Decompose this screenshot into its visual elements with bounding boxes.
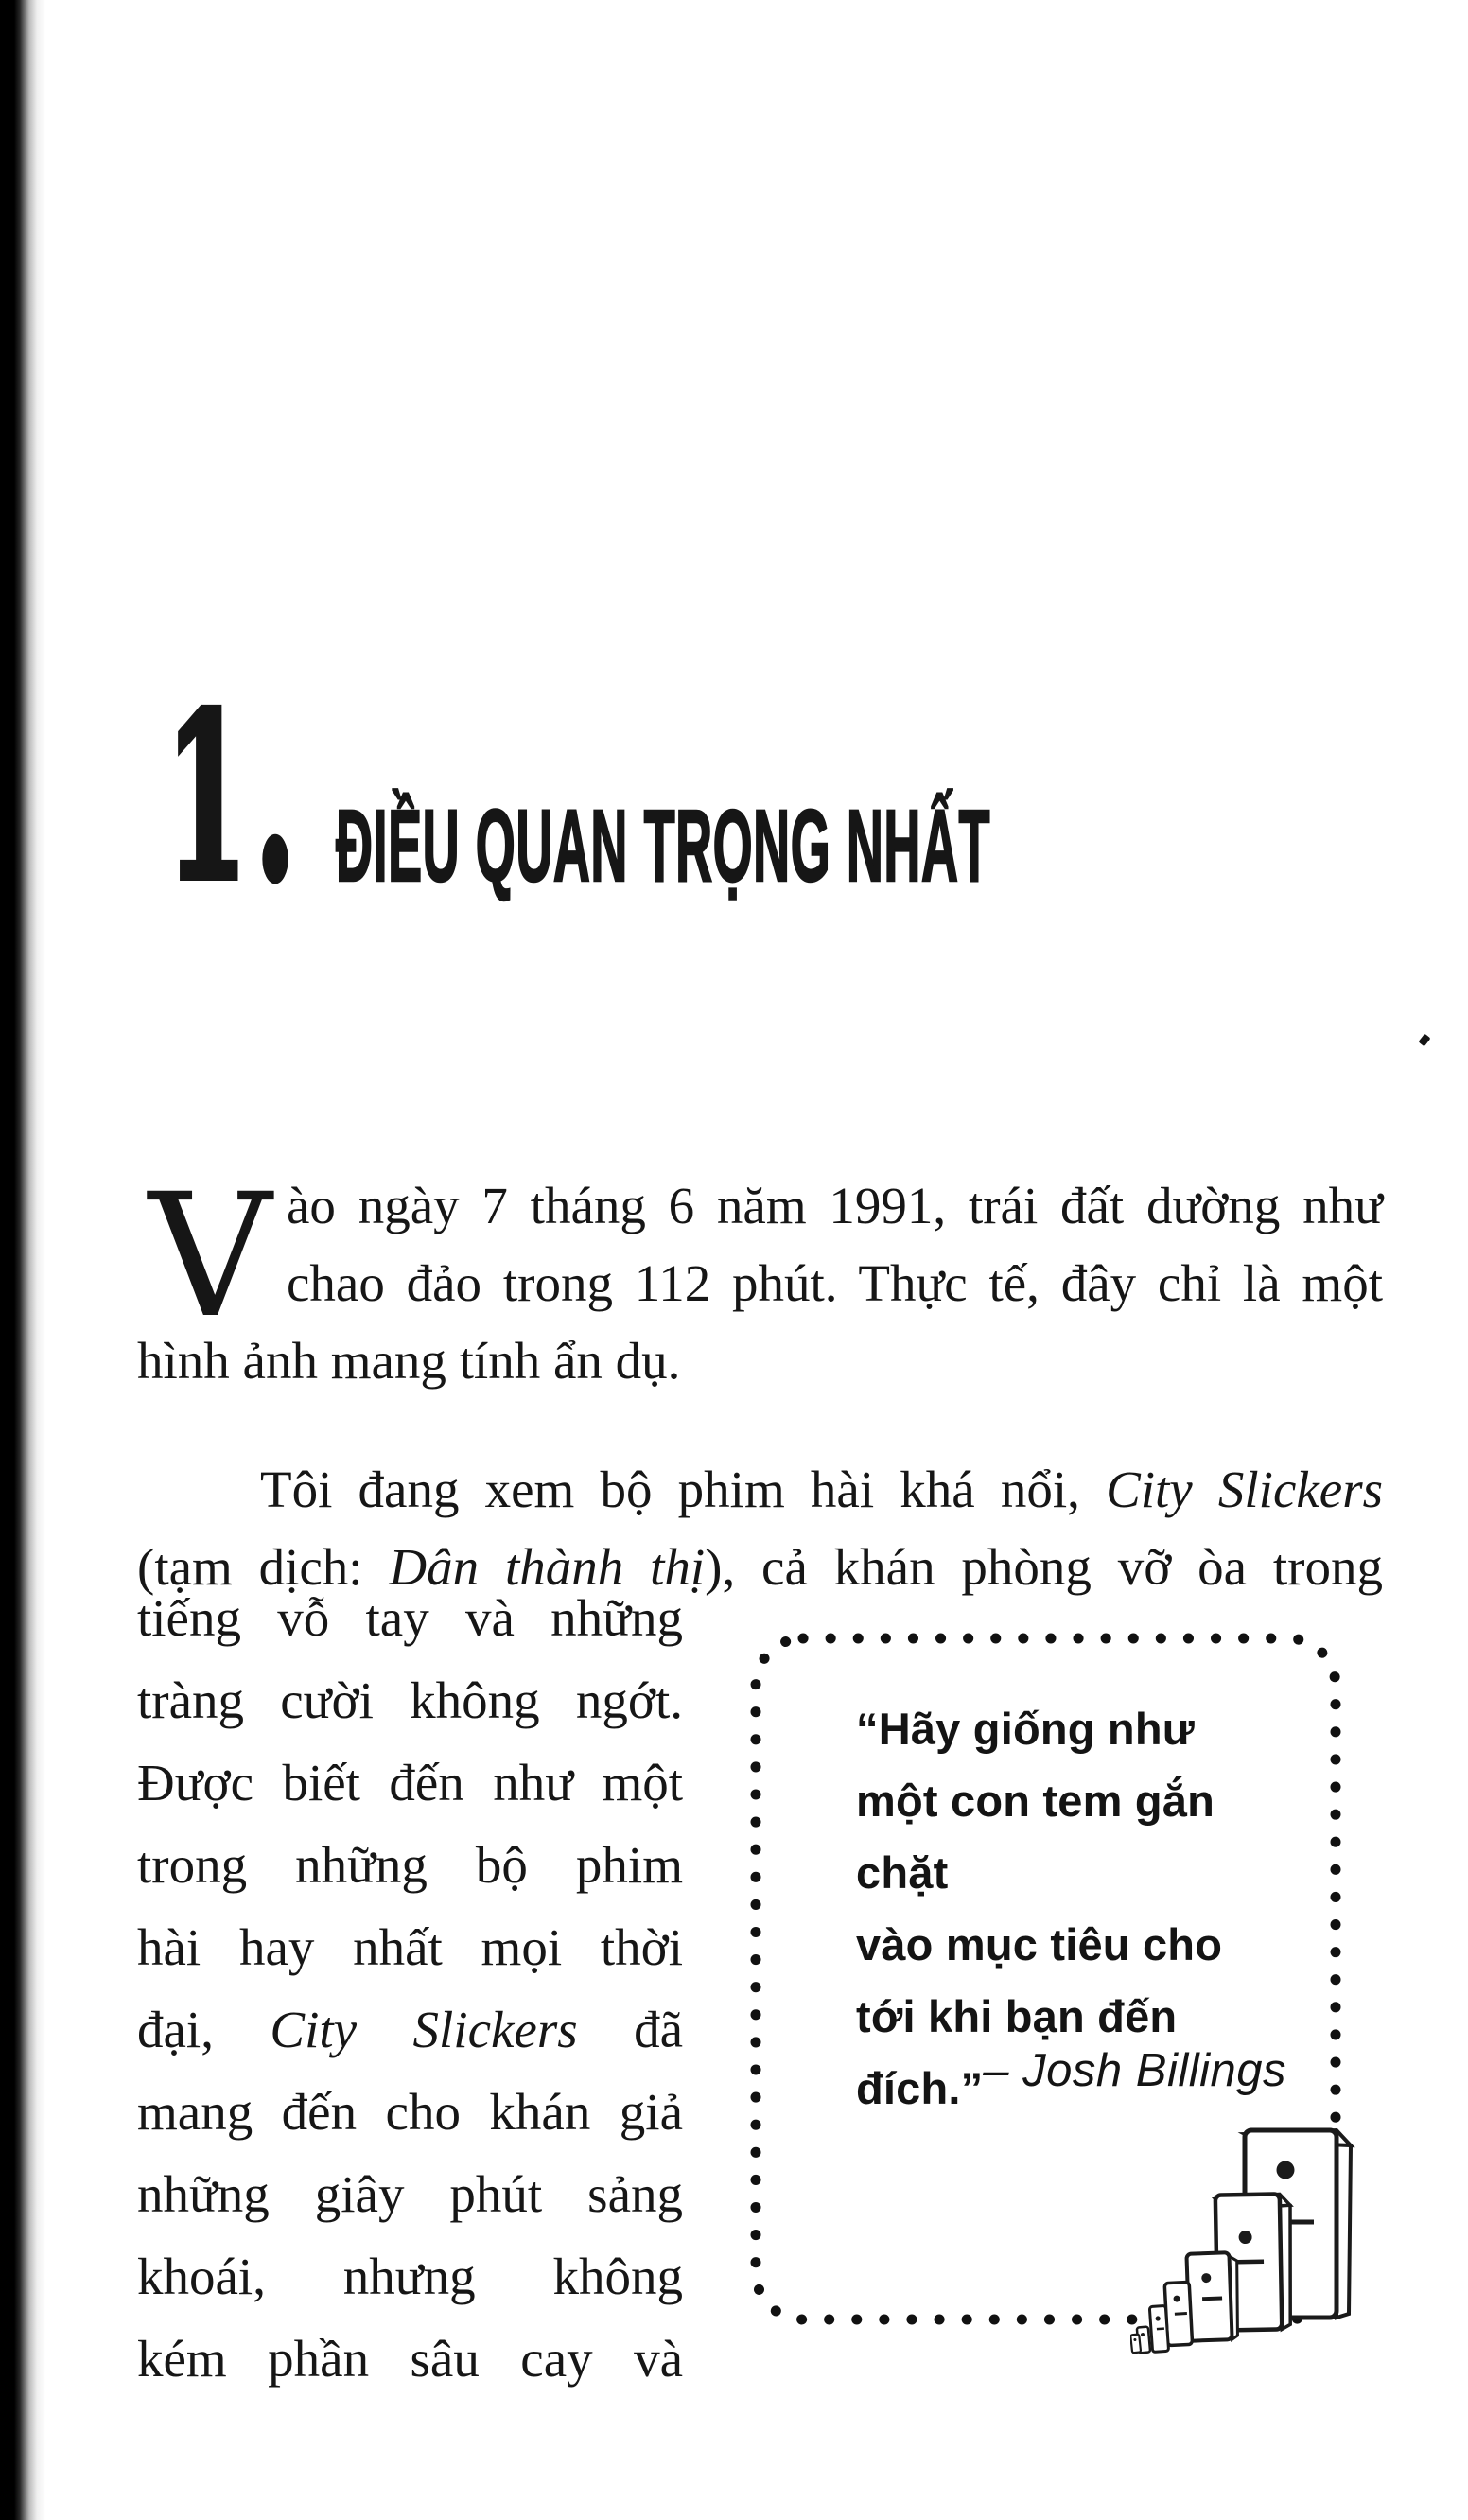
domino	[1130, 2335, 1141, 2354]
text-line: mang đến cho khán giả	[137, 2083, 683, 2141]
quote-line: “Hãy giống như	[856, 1704, 1195, 1754]
chapter-title: ĐIỀU QUAN TRỌNG NHẤT	[336, 788, 991, 902]
text-line: ào ngày 7 tháng 6 năm 1991, trái đất dường như	[287, 1177, 1383, 1234]
text-line: chao đảo trong 112 phút. Thực tế, đây chỉ là một	[287, 1254, 1383, 1312]
text-line: kém phần sâu cay và	[137, 2330, 683, 2388]
left-text-column	[137, 1577, 683, 2400]
quote-line: tới khi bạn đến đích.”	[856, 1991, 1178, 2113]
text-line: Được biết đến như một	[137, 1754, 683, 1811]
text-line: tiếng vỗ tay và những	[137, 1589, 683, 1647]
text-line: hài hay nhất mọi thời	[137, 1918, 683, 1976]
text-line: trong những bộ phim	[137, 1836, 683, 1894]
text-run: đại,	[137, 2001, 271, 2058]
scan-speck	[1418, 1034, 1430, 1047]
chapter-number: 1.	[166, 664, 304, 931]
text-line	[137, 1988, 683, 2071]
dominoes-illustration	[1130, 2126, 1378, 2355]
domino	[1149, 2305, 1168, 2352]
quote-line: vào mục tiêu cho	[856, 1919, 1223, 1969]
text-run: đã	[577, 2001, 683, 2058]
text-run-italic: City Slickers	[270, 2001, 578, 2058]
text-run: (tạm dịch:	[137, 1538, 390, 1596]
text-line: hình ảnh mang tính ẩn dụ.	[137, 1332, 681, 1390]
text-line: tràng cười không ngớt.	[137, 1671, 683, 1729]
text-run: ), cả khán phòng vỡ òa trong	[705, 1538, 1383, 1596]
page-gutter-shadow	[0, 0, 45, 2520]
text-run: Tôi đang xem bộ phim hài khá nổi,	[260, 1461, 1107, 1518]
paragraph-opening	[137, 1158, 1383, 1400]
quote-box	[746, 1629, 1345, 2329]
quote-attribution: – Josh Billings	[983, 2045, 1286, 2096]
domino	[1186, 2252, 1239, 2341]
text-and-quote-region	[137, 1577, 1383, 2400]
text-line	[137, 1451, 1383, 1529]
text-run-italic: Dân thành thị	[389, 1538, 706, 1596]
quote-line: một con tem gắn chặt	[856, 1776, 1215, 1898]
text-line: khoái, nhưng không	[137, 2248, 683, 2305]
text-line: những giây phút sảng	[137, 2165, 683, 2223]
text-run-italic: City Slickers	[1106, 1461, 1383, 1518]
dropcap-v: V	[149, 1158, 271, 1356]
